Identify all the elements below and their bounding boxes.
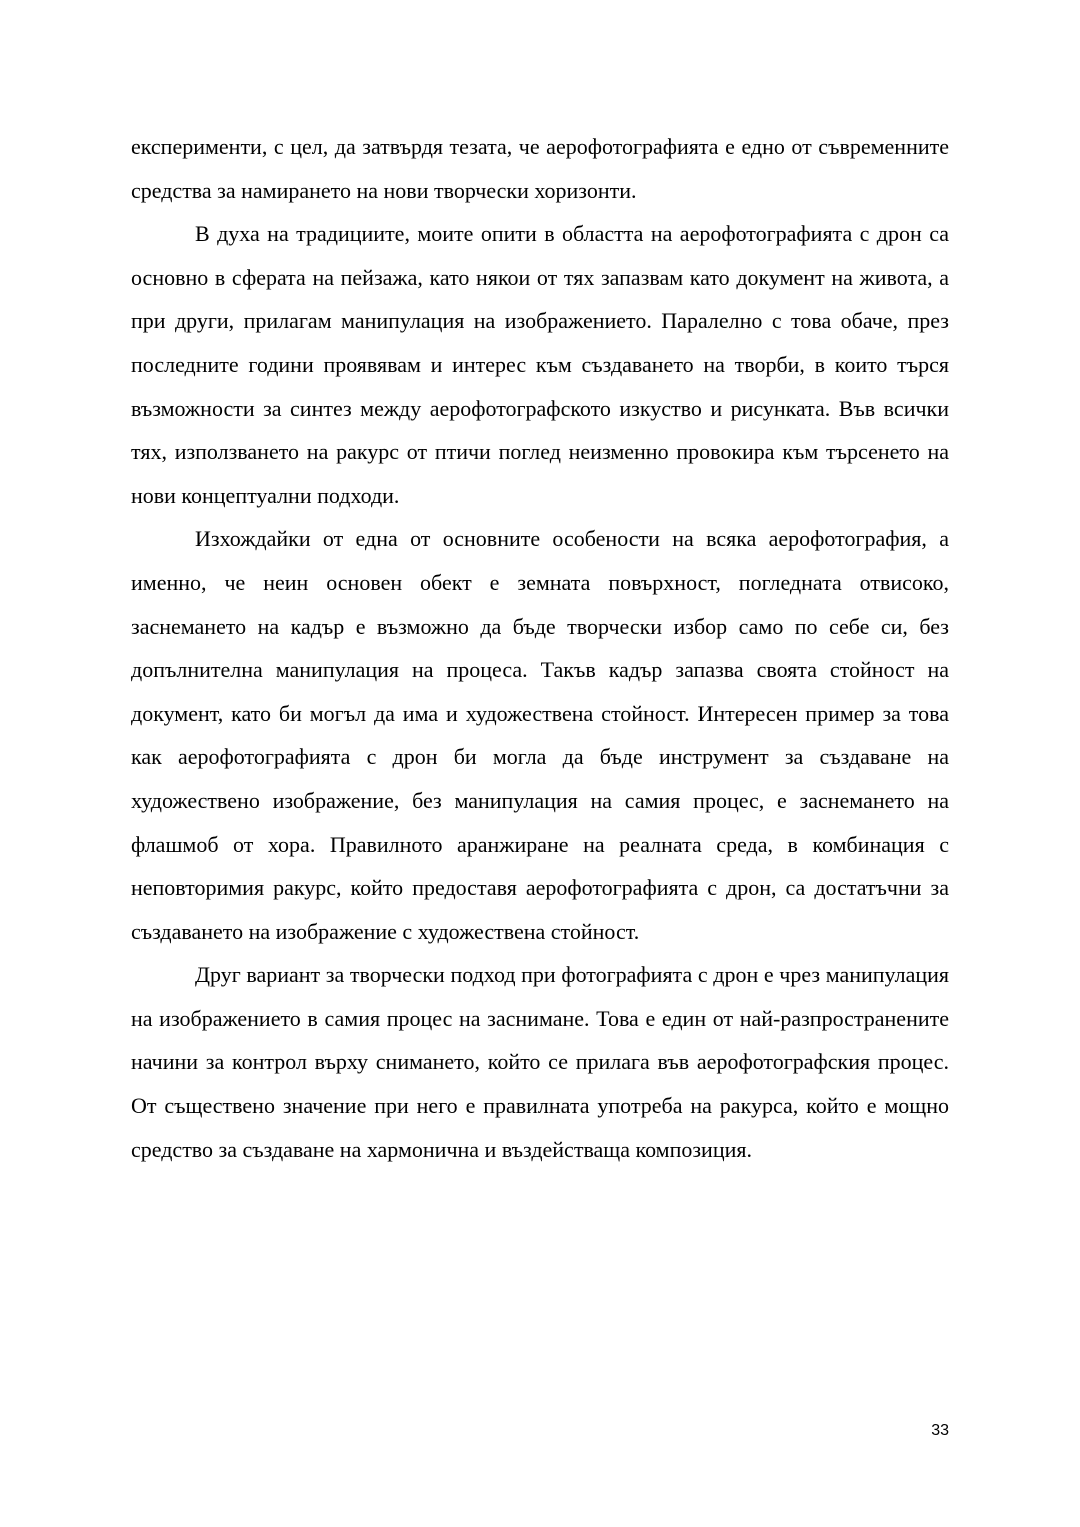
- body-text: [131, 125, 949, 1171]
- paragraph-1: експерименти, с цел, да затвърдя тезата, че аерофотографията е едно от съвременните средства за намирането на нови творчески хоризонти.: [131, 134, 949, 203]
- page-number: 33: [931, 1422, 949, 1439]
- paragraph-3: Изхождайки от една от основните особености на всяка аерофотография, а именно, че неин основен обект е земната повърхност, погледната отвисоко, заснемането на кадър е възможно да бъде творчески избор само по себе си, без допълнителна манипулация на процеса. Такъв кадър запазва своята стойност на документ, като би могъл да има и художествена стойност. Интересен пример за това как аерофотографията с дрон би могла да бъде инструмент за създаване на художествено изображение, без манипулация на самия процес, е заснемането на флашмоб от хора. Правилното аранжиране на реалната среда, в комбинация с неповторимия ракурс, който предоставя аерофотографията с дрон, са достатъчни за създаването на изображение с художествена стойност.: [131, 526, 949, 944]
- paragraph-4: Друг вариант за творчески подход при фотографията с дрон е чрез манипулация на изображението в самия процес на заснимане. Това е един от най-разпространените начини за контрол върху снимането, който се прилага във аерофотографския процес. От съществено значение при него е правилната употреба на ракурса, който е мощно средство за създаване на хармонична и въздействаща композиция.: [131, 962, 949, 1162]
- paragraph-2: В духа на традициите, моите опити в областта на аерофотографията с дрон са основно в сферата на пейзажа, като някои от тях запазвам като документ на живота, а при други, прилагам манипулация на изображението. Паралелно с това обаче, през последните години проявявам и интерес към създаването на творби, в които търся възможности за синтез между аерофотографското изкуство и рисунката. Във всички тях, използването на ракурс от птичи поглед неизменно провокира към търсенето на нови концептуални подходи.: [131, 221, 949, 508]
